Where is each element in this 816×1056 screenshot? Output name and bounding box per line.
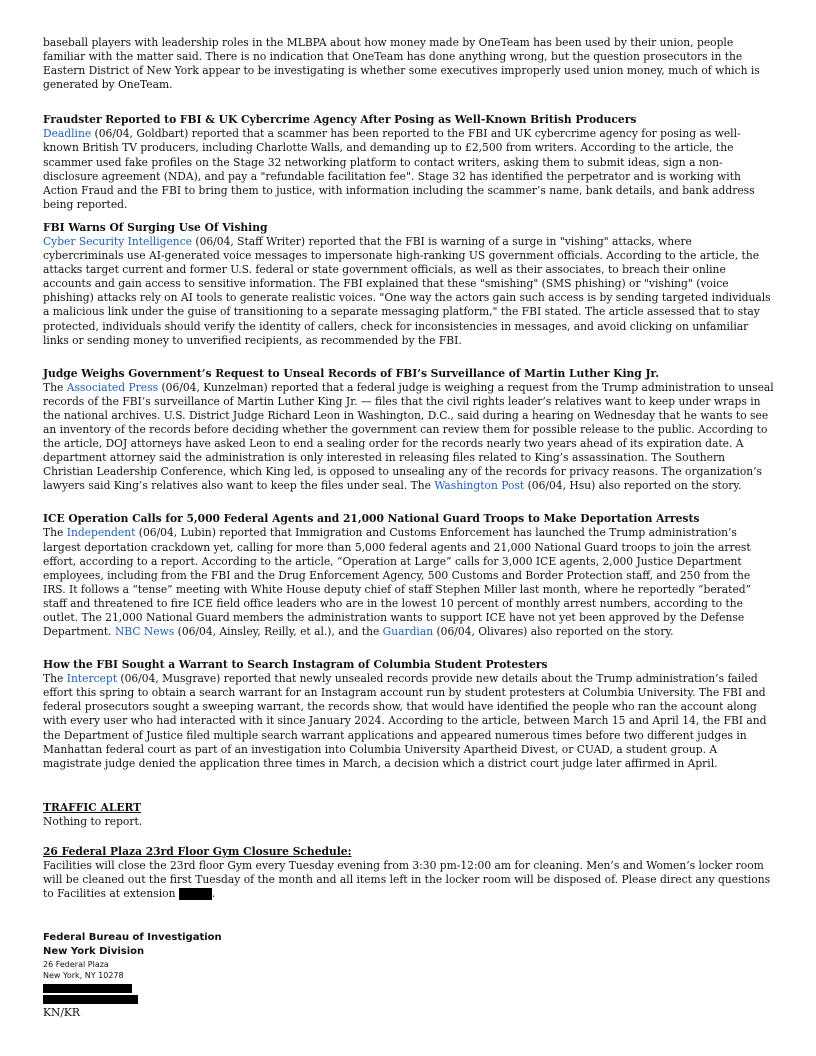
redaction-bar [43, 984, 132, 993]
article-vishing [43, 221, 774, 348]
article-text: (06/04, Musgrave) reported that newly unsealed records provide new details about the Trump administration’s failed effort this spring to obtain a search warrant for an Instagram account run by student protesters at Columbia University. The FBI and federal prosecutors sought a sweeping warrant, the records show, that would have identified the people who ran the account along with every user who had interacted with it since January 2024. According to the article, between March 15 and April 14, the FBI and the Department of Justice filed multiple search warrant applications and appeared numerous times before two different judges in Manhattan federal court as part of an investigation into Columbia University Apartheid Divest, or CUAD, a student group. A magistrate judge denied the application three times in March, a decision which a district court judge later affirmed in April. [43, 672, 767, 770]
traffic-alert-section [43, 801, 774, 829]
article-text: (06/04, Staff Writer) reported that the FBI is warning of a surge in "vishing" attacks, where cybercriminals use AI-generated voice messages to impersonate high-ranking US government officials. According to the article, the attacks target current and former U.S. federal or state government officials, as well as their associates, to breach their online accounts and gain access to sensitive information. The FBI explained that these "smishing" (SMS phishing) or "vishing" (voice phishing) attacks rely on AI tools to generate realistic voices. "One way the actors gain such access is by sending targeted individuals a malicious link under the guise of transitioning to a separate messaging platform," the FBI stated. The article assessed that to stay protected, individuals should verify the identity of callers, check for inconsistencies in messages, and avoid clicking on unfamiliar links or sending money to unverified recipients, as recommended by the FBI. [43, 234, 771, 347]
article-body [43, 672, 774, 771]
article-text: (06/04, Lubin) reported that Immigration and Customs Enforcement has launched the Trump administration’s largest deportation crackdown yet, calling for more than 5,000 federal agents and 21,000 National Guard troops to join the arrest effort, according to a report. According to the article, “Operation at Large” calls for 3,000 ICE agents, 2,000 Justice Department employees, including from the FBI and the Drug Enforcement Agency, 500 Customs and Border Protection staff, and 250 from the IRS. It follows a “tense” meeting with White House deputy chief of staff Stephen Miller last month, where he reportedly “berated” staff and threatened to fire ICE field office leaders who are in the lowest 10 percent of monthly arrest numbers, according to the outlet. The 21,000 National Guard members the administration wants to support ICE have not yet been approved by the Defense Department. [43, 526, 752, 639]
article-mlk [43, 367, 774, 494]
redaction-bar [43, 995, 138, 1004]
source-link-nbc-news[interactable]: NBC News [114, 625, 175, 639]
article-text: The [43, 672, 67, 686]
article-text: (06/04, Kunzelman) reported that a federal judge is weighing a request from the Trump administration to unseal records of the FBI’s surveillance of Martin Luther King Jr. — files that the civil rights leader’s relatives want to keep under wraps in the national archives. U.S. District Judge Richard Leon in Washington, D.C., said during a hearing on Wednesday that he wants to see an inventory of the records before deciding whether the government can review them for possible release to the public. According to the article, DOJ attorneys have asked Leon to end a sealing order for the records nearly two years ahead of its expiration date. A department attorney said the administration is only interested in releasing files related to King’s assassination. The Southern Christian Leadership Conference, which King led, is opposed to unsealing any of the records for privacy reasons. The organization’s lawyers said King’s relatives also want to keep the files under seal. The [43, 380, 774, 493]
source-link-washington-post[interactable]: Washington Post [434, 479, 525, 493]
signature-street: 26 Federal Plaza [43, 960, 109, 970]
article-headline: ICE Operation Calls for 5,000 Federal Agents and 21,000 National Guard Troops to Make Deportation Arrests [43, 512, 700, 526]
article-headline: Judge Weighs Government’s Request to Unseal Records of FBI’s Surveillance of Martin Luther King Jr. [43, 366, 659, 380]
article-text: The [43, 380, 67, 394]
article-headline: Fraudster Reported to FBI & UK Cybercrime Agency After Posing as Well-Known British Producers [43, 113, 637, 127]
signature-block [43, 931, 774, 1020]
article-body [43, 381, 774, 494]
article-ice [43, 512, 774, 639]
source-link-intercept[interactable]: Intercept [66, 672, 118, 686]
article-text: The [43, 526, 67, 540]
traffic-alert-body: Nothing to report. [43, 814, 143, 828]
article-body [43, 127, 774, 212]
signature-division: New York Division [43, 946, 145, 958]
article-text: (06/04, Ainsley, Reilly, et al.), and the [174, 625, 383, 639]
signature-org: Federal Bureau of Investigation [43, 932, 222, 944]
article-headline: FBI Warns Of Surging Use Of Vishing [43, 220, 268, 234]
article-body [43, 235, 774, 348]
source-link-deadline[interactable]: Deadline [43, 127, 92, 141]
article-text: (06/04, Goldbart) reported that a scammer has been reported to the FBI and UK cybercrime agency for posing as well-known British TV producers, including Charlotte Walls, and demanding up to £2,500 from writers. According to the article, the scammer used fake profiles on the Stage 32 networking platform to contact writers, asking them to submit ideas, sign a non-disclosure agreement (NDA), and pay a "refundable facilitation fee". Stage 32 has identified the perpetrator and is working with Action Fraud and the FBI to bring them to justice, with information including the scammer’s name, bank details, and bank address being reported. [43, 127, 755, 211]
traffic-alert-title: TRAFFIC ALERT [43, 800, 142, 814]
article-fraudster [43, 113, 774, 212]
source-link-guardian[interactable]: Guardian [382, 625, 434, 639]
intro-paragraph: baseball players with leadership roles in the MLBPA about how money made by OneTeam has been used by their union, people familiar with the matter said. There is no indication that OneTeam has done anything wrong, but the question prosecutors in the Eastern District of New York appear to be investigating is whether some executives improperly used union money, much of which is generated by OneTeam. [43, 36, 760, 92]
gym-closure-section [43, 845, 774, 901]
article-headline: How the FBI Sought a Warrant to Search Instagram of Columbia Student Protesters [43, 658, 548, 672]
signature-initials: KN/KR [43, 1006, 80, 1020]
redacted-extension [179, 888, 212, 900]
redacted-contact-block [43, 984, 774, 1004]
gym-closure-text: Facilities will close the 23rd floor Gym every Tuesday evening from 3:30 pm-12:00 am for cleaning. Men’s and Women’s locker room will be cleaned out the first Tuesday of the month and all items left in the locker room will be disposed of. Please direct any questions to Facilities at extension [43, 858, 771, 901]
article-body [43, 526, 774, 639]
gym-closure-body [43, 859, 774, 901]
signature-city: New York, NY 10278 [43, 971, 124, 981]
source-link-independent[interactable]: Independent [66, 526, 136, 540]
gym-closure-end: . [211, 887, 216, 901]
article-columbia [43, 658, 774, 771]
article-text: (06/04, Hsu) also reported on the story. [524, 479, 742, 493]
article-text: (06/04, Olivares) also reported on the story. [433, 625, 674, 639]
source-link-cyber-security-intelligence[interactable]: Cyber Security Intelligence [43, 234, 192, 248]
gym-closure-title: 26 Federal Plaza 23rd Floor Gym Closure Schedule: [43, 844, 352, 858]
source-link-associated-press[interactable]: Associated Press [66, 380, 159, 394]
document-page [43, 36, 774, 1020]
